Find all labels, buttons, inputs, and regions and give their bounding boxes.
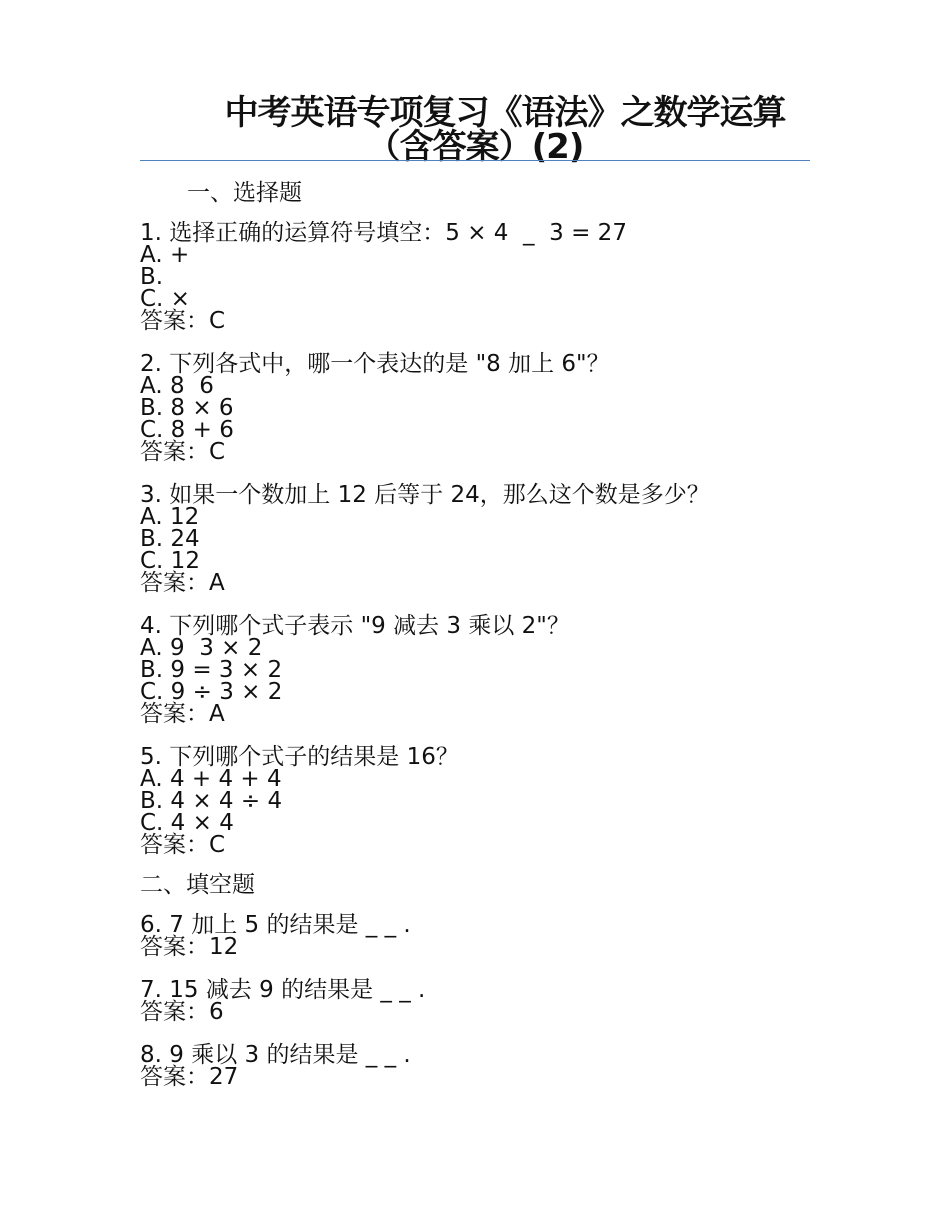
question-text: 6. 7 加上 5 的结果是 _ _ . <box>140 912 411 938</box>
option-c: C. × <box>140 286 190 312</box>
title-divider <box>140 160 810 161</box>
option-a: A. 12 <box>140 504 200 530</box>
answer: 答案：C <box>140 832 226 858</box>
option-c: C. 8 + 6 <box>140 417 234 443</box>
question-text: 4. 下列哪个式子表示 "9 减去 3 乘以 2"？ <box>140 613 570 639</box>
document-body <box>140 178 820 1109</box>
option-c: C. 4 × 4 <box>140 810 234 836</box>
section-heading-choice: 一、选择题 <box>187 180 302 206</box>
option-a: A. 4 + 4 + 4 <box>140 766 282 792</box>
title-line-1: 中考英语专项复习《语法》之数学运算 <box>224 93 786 133</box>
title-line-2: （含答案）(2) <box>366 127 584 167</box>
question-text: 5. 下列哪个式子的结果是 16？ <box>140 744 459 770</box>
question-text: 3. 如果一个数加上 12 后等于 24，那么这个数是多少？ <box>140 482 710 508</box>
option-b: B. <box>140 264 164 290</box>
answer: 答案：6 <box>140 999 224 1025</box>
question-text: 8. 9 乘以 3 的结果是 _ _ . <box>140 1042 411 1068</box>
option-a: A. 8 6 <box>140 373 214 399</box>
question-7 <box>140 979 820 1023</box>
answer: 答案：C <box>140 439 226 465</box>
question-3 <box>140 484 820 594</box>
option-a: A. + <box>140 242 190 268</box>
answer: 答案：A <box>140 570 225 596</box>
option-a: A. 9 3 × 2 <box>140 635 263 661</box>
option-b: B. 9 = 3 × 2 <box>140 657 283 683</box>
question-2 <box>140 353 820 463</box>
question-4 <box>140 615 820 725</box>
option-b: B. 8 × 6 <box>140 395 234 421</box>
question-5 <box>140 746 820 856</box>
option-b: B. 4 × 4 ÷ 4 <box>140 788 283 814</box>
option-c: C. 9 ÷ 3 × 2 <box>140 679 283 705</box>
section-heading-fill: 二、填空题 <box>140 872 255 898</box>
option-b: B. 24 <box>140 526 200 552</box>
question-text: 1. 选择正确的运算符号填空：5 × 4 _ 3 = 27 <box>140 220 627 246</box>
question-text: 2. 下列各式中，哪一个表达的是 "8 加上 6"？ <box>140 351 610 377</box>
question-8 <box>140 1044 820 1088</box>
answer: 答案：C <box>140 308 226 334</box>
question-1 <box>140 222 820 332</box>
answer: 答案：A <box>140 701 225 727</box>
question-text: 7. 15 减去 9 的结果是 _ _ . <box>140 977 426 1003</box>
answer: 答案：27 <box>140 1064 239 1090</box>
page-title <box>140 93 810 167</box>
option-c: C. 12 <box>140 548 200 574</box>
question-6 <box>140 914 820 958</box>
answer: 答案：12 <box>140 934 239 960</box>
